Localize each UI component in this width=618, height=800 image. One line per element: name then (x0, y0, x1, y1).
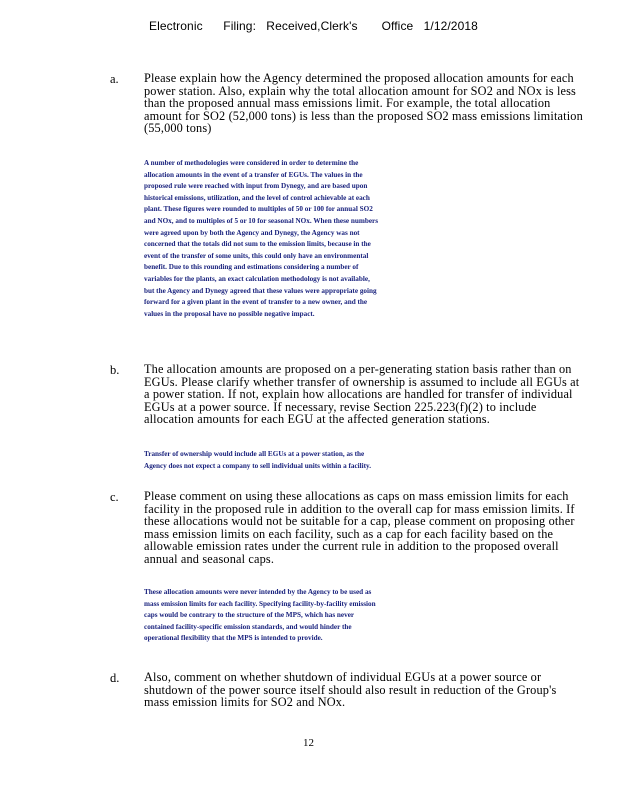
answer-line: historical emissions, utilization, and the level of control achievable at each (144, 193, 370, 202)
answer-line: Transfer of ownership would include all EGUs at a power station, as the (144, 450, 365, 458)
answer-line: but the Agency and Dynegy agreed that these values were appropriate going (144, 286, 377, 295)
answer-line: and NOx, and to multiples of 5 or 10 for seasonal NOx. When these numbers (144, 216, 379, 225)
answer-line: variables for the plants, an exact calculation methodology is not available, (144, 274, 370, 283)
question-text: Also, comment on whether shutdown of individual EGUs at a power source or shutdown of the power source itself should also result in reduction of the Group's mass emission limits for SO2 and NOx. (144, 670, 557, 710)
answer-text (144, 158, 514, 320)
answer-line: mass emission limits for each facility. Specifying facility-by-facility emission (144, 599, 376, 608)
question-text: Please comment on using these allocations as caps on mass emission limits for each facility in the proposed rule in addition to the overall cap for mass emission limits. If these allocations would not be suitable for a cap, please comment on proposing other mass emission limits on each facility, such as a cap for each facility based on the allowable emission rates under the current rule in addition to the proposed overall annual and seasonal caps. (144, 489, 575, 566)
answer-line: Agency does not expect a company to sell individual units within a facility. (144, 461, 372, 470)
question-text: Please explain how the Agency determined the proposed allocation amounts for each power station. Also, explain why the total allocation amount for SO2 and NOx is less than the proposed annual mass emissions limit. For example, the total allocation amount for SO2 (52,000 tons) is less than the proposed SO2 mass emissions limitation (55,000 tons) (144, 71, 583, 136)
answer-line: benefit. Due to this rounding and estimations considering a number of (144, 263, 359, 272)
page-number: 12 (303, 737, 314, 749)
question-text: The allocation amounts are proposed on a per-generating station basis rather than on EGUs. Please clarify whether transfer of ownership is assumed to include all EGUs at a power station. If not, explain how allocations are handled for transfer of individual EGUs at a power source. If necessary, revise Section 225.223(f)(2) to include allocation amounts for each EGU at the affected generation stations. (144, 362, 580, 427)
answer-line: plant. These figures were rounded to multiples of 50 or 100 for annual SO2 (144, 205, 373, 214)
answer-line: These allocation amounts were never intended by the Agency to be used as (144, 588, 372, 596)
answer-line: A number of methodologies were considered in order to determine the (144, 159, 359, 167)
item-letter: b. (110, 363, 120, 377)
answer-line: caps would be contrary to the structure of the MPS, which has never (144, 611, 355, 620)
answer-line: operational flexibility that the MPS is intended to provide. (144, 634, 323, 643)
item-letter: d. (110, 671, 120, 685)
answer-line: contained facility-specific emission standards, and would hinder the (144, 622, 352, 631)
answer-line: were agreed upon by both the Agency and Dynegy, the Agency was not (144, 228, 360, 237)
answer-text (144, 449, 514, 472)
filing-stamp-header: Electronic Filing: Received,Clerk's Office 1/12/2018 (149, 19, 478, 33)
answer-text (144, 587, 514, 645)
item-letter: c. (110, 490, 119, 504)
answer-line: concerned that the totals did not sum to the emission limits, because in the (144, 240, 371, 249)
answer-line: forward for a given plant in the event of transfer to a new owner, and the (144, 298, 368, 307)
answer-line: allocation amounts in the event of a transfer of EGUs. The values in the (144, 170, 363, 179)
answer-line: values in the proposal have no possible negative impact. (144, 309, 315, 318)
item-letter: a. (110, 72, 119, 86)
answer-line: event of the transfer of some units, this could only have an environmental (144, 251, 369, 260)
answer-line: proposed rule were reached with input from Dynegy, and are based upon (144, 182, 368, 191)
